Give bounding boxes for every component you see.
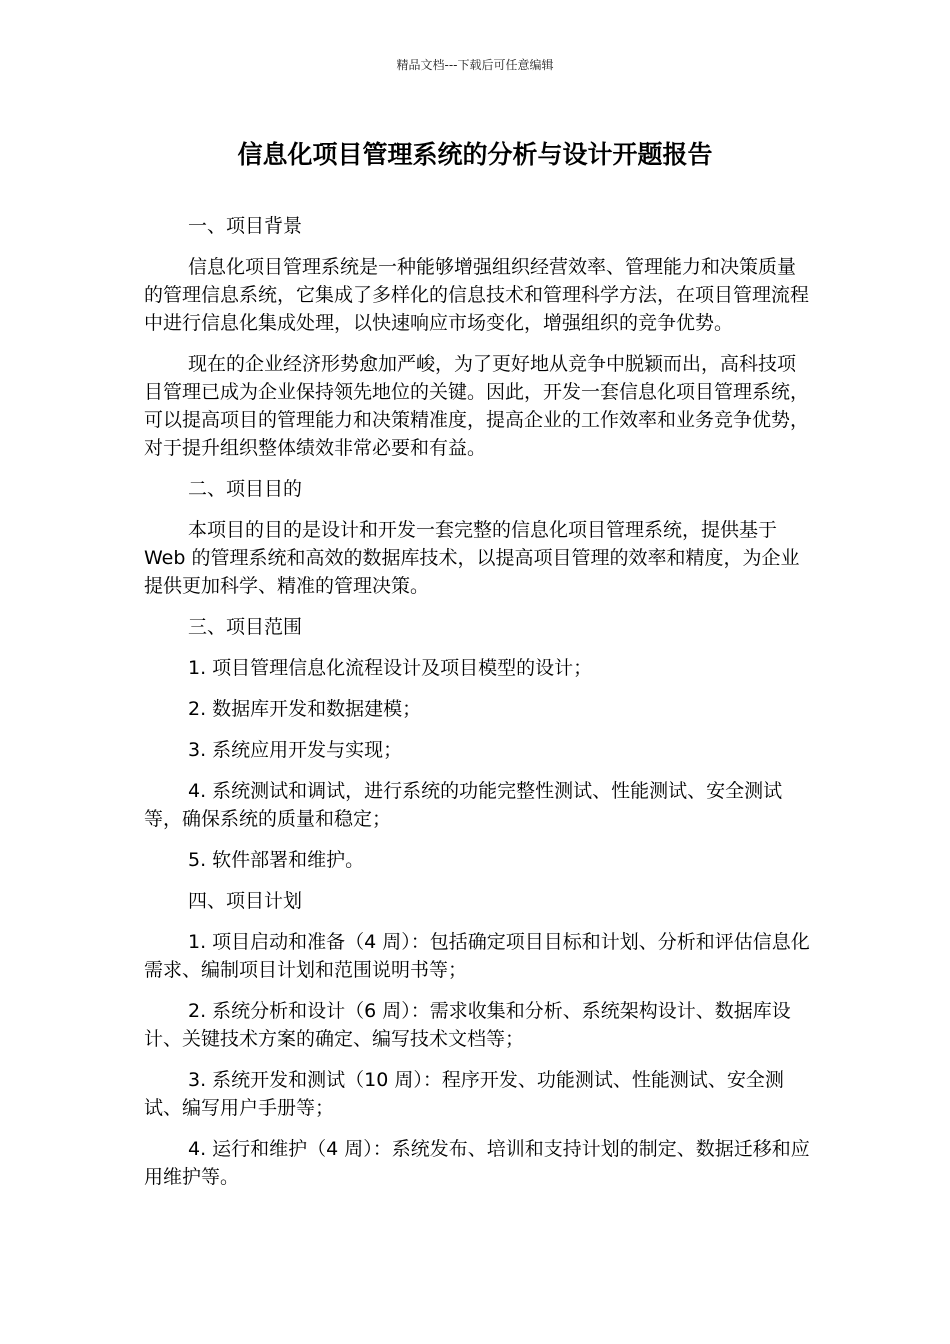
paragraph: 信息化项目管理系统是一种能够增强组织经营效率、管理能力和决策质量的管理信息系统，它集成了多样化的信息技术和管理科学方法，在项目管理流程中进行信息化集成处理，以快速响应市场变化，增强组织的竞争优势。 (144, 256, 810, 334)
section-heading: 三、项目范围 (188, 616, 303, 638)
list-item: 1. 项目启动和准备（4 周）：包括确定项目目标和计划、分析和评估信息化需求、编制项目计划和范围说明书等； (144, 931, 810, 981)
paragraph: 本项目的目的是设计和开发一套完整的信息化项目管理系统，提供基于 Web 的管理系统和高效的数据库技术，以提高项目管理的效率和精度，为企业提供更加科学、精准的管理决策。 (144, 519, 800, 597)
document-title: 信息化项目管理系统的分析与设计开题报告 (237, 140, 713, 169)
list-item: 4. 系统测试和调试，进行系统的功能完整性测试、性能测试、安全测试等，确保系统的质量和稳定； (144, 780, 783, 830)
section-heading: 一、项目背景 (188, 215, 303, 237)
section-heading: 四、项目计划 (188, 890, 303, 912)
section-heading: 二、项目目的 (188, 478, 303, 500)
paragraph: 现在的企业经济形势愈加严峻，为了更好地从竞争中脱颖而出，高科技项目管理已成为企业保持领先地位的关键。因此，开发一套信息化项目管理系统，可以提高项目的管理能力和决策精准度，提高企业的工作效率和业务竞争优势，对于提升组织整体绩效非常必要和有益。 (144, 353, 810, 459)
list-item: 5. 软件部署和维护。 (188, 849, 365, 871)
list-item: 2. 数据库开发和数据建模； (188, 698, 422, 720)
list-item: 3. 系统应用开发与实现； (188, 739, 403, 761)
list-item: 4. 运行和维护（4 周）：系统发布、培训和支持计划的制定、数据迁移和应用维护等。 (144, 1138, 810, 1188)
document-body (144, 212, 810, 1204)
list-item: 2. 系统分析和设计（6 周）：需求收集和分析、系统架构设计、数据库设计、关键技术方案的确定、编写技术文档等； (144, 1000, 791, 1050)
header-note: 精品文档---下载后可任意编辑 (396, 58, 554, 72)
list-item: 1. 项目管理信息化流程设计及项目模型的设计； (188, 657, 593, 679)
list-item: 3. 系统开发和测试（10 周）：程序开发、功能测试、性能测试、安全测试、编写用户手册等； (144, 1069, 784, 1119)
